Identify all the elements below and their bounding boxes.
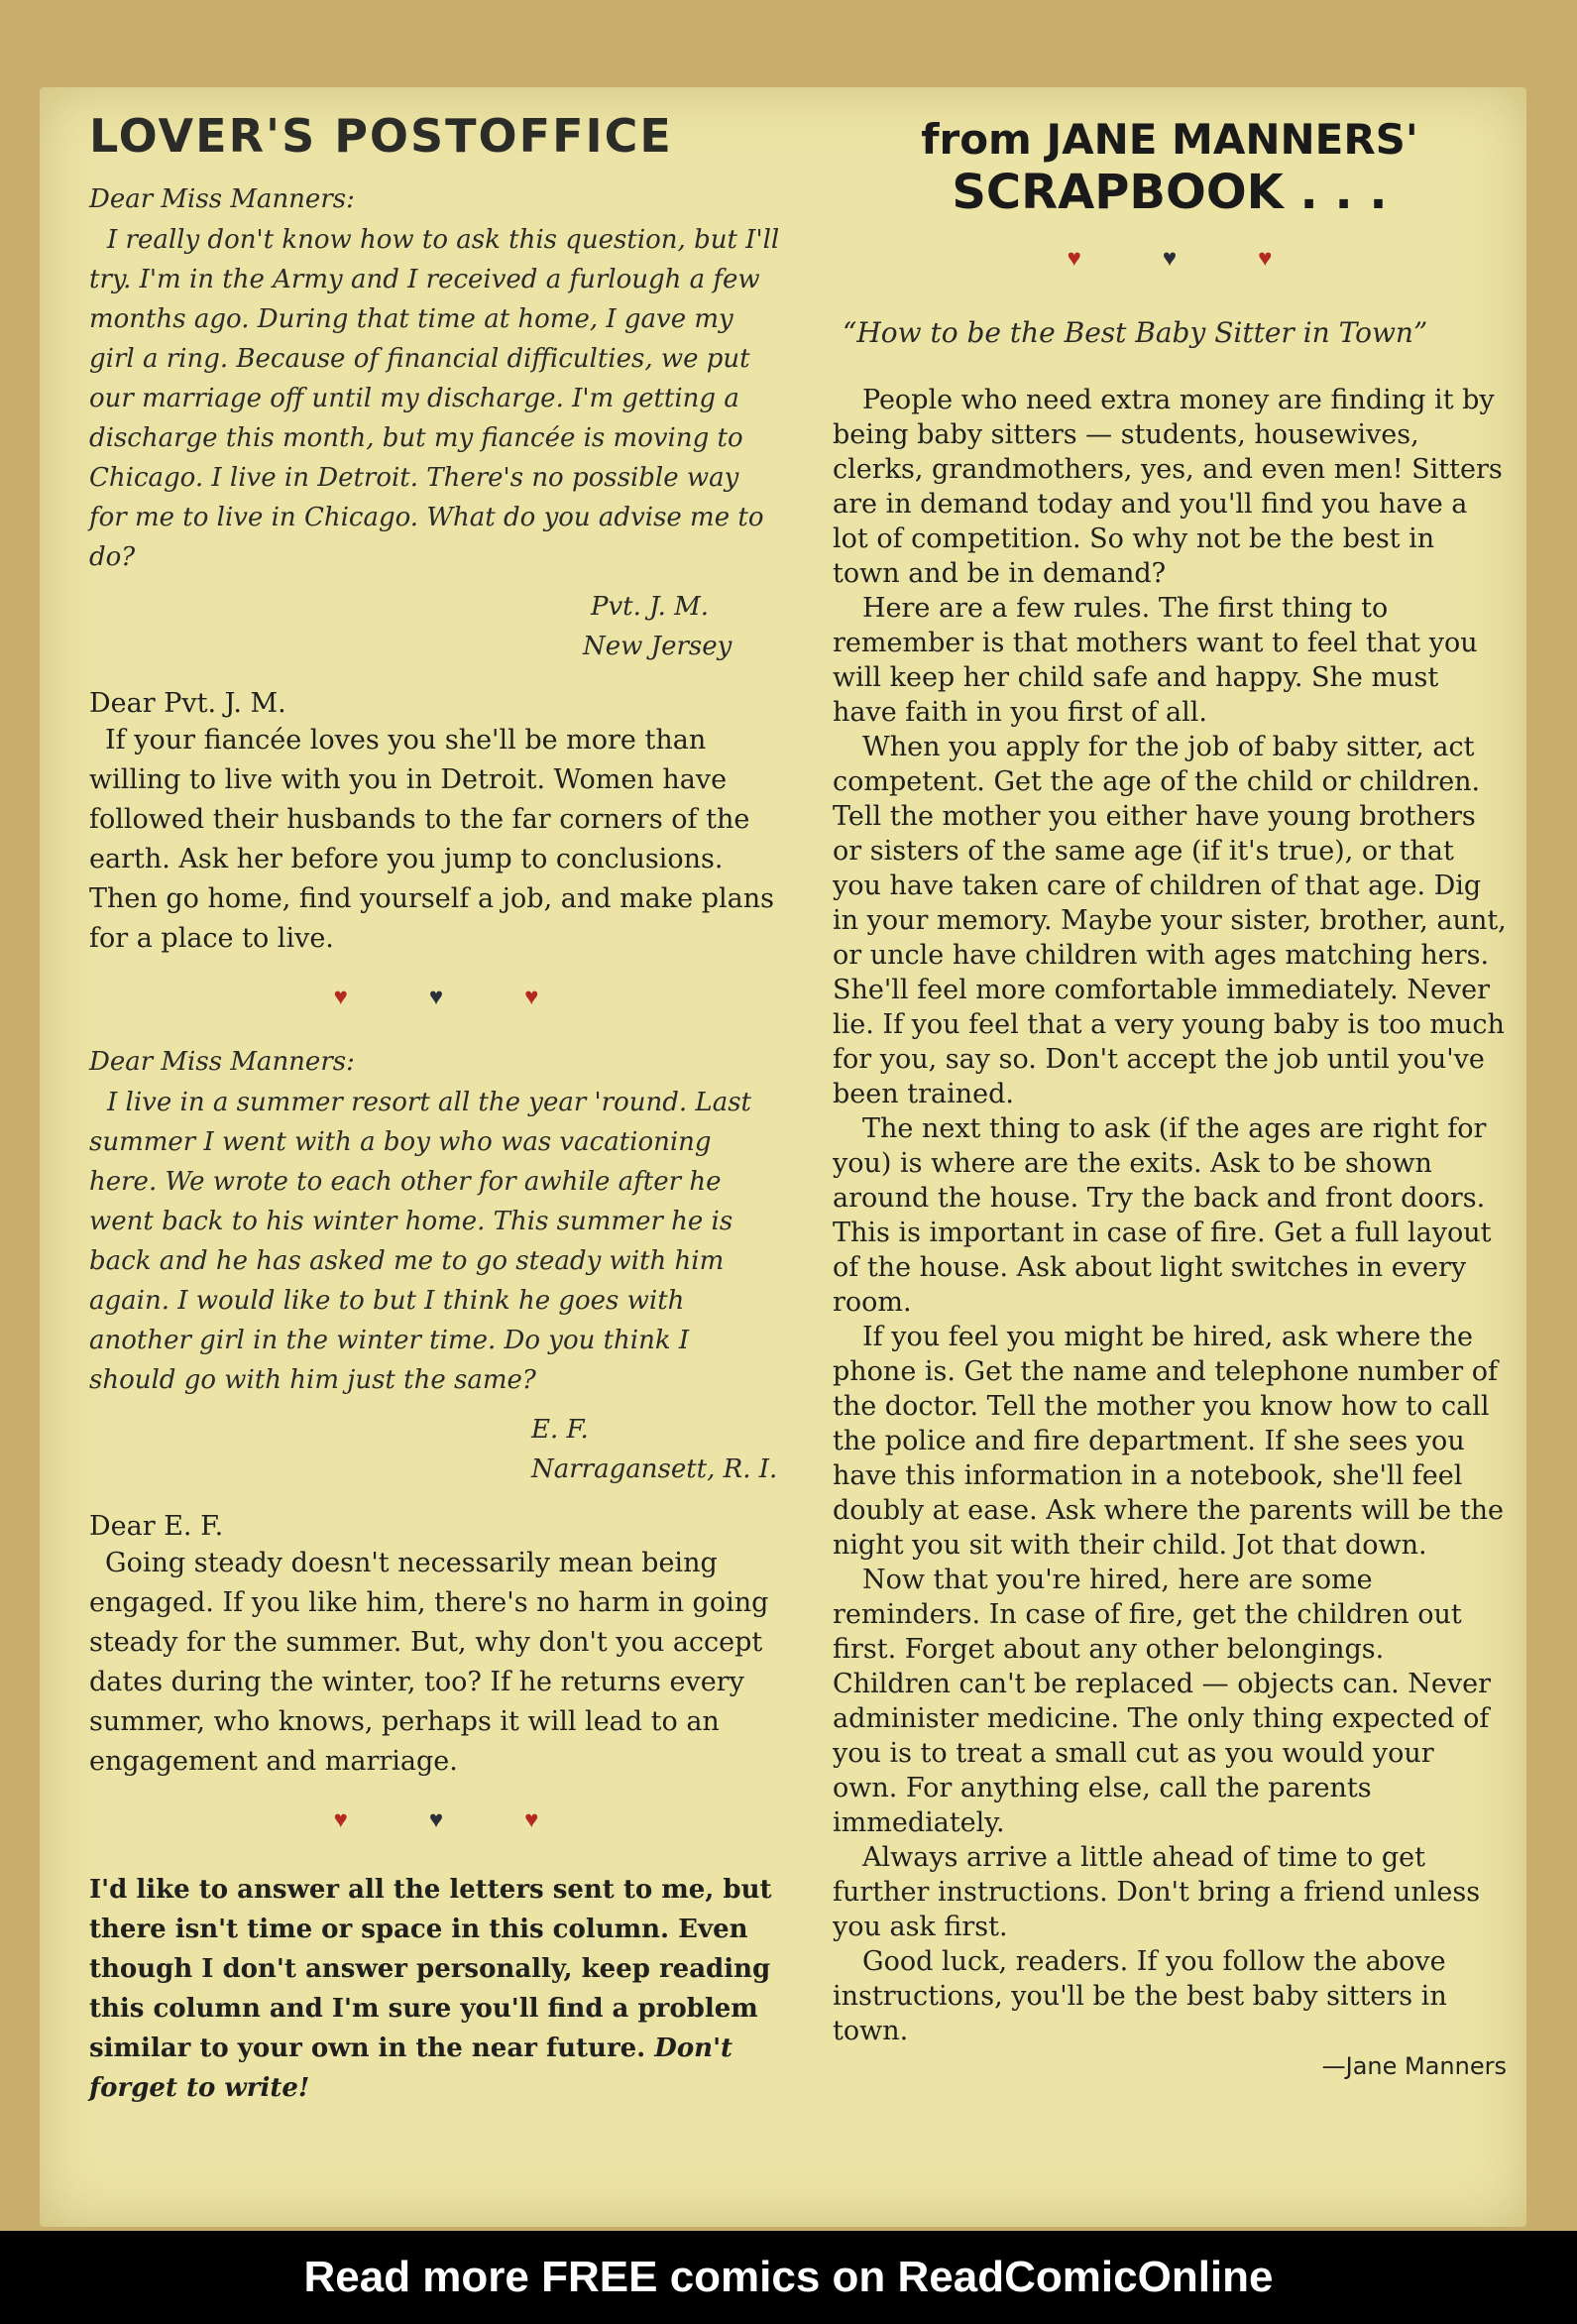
heart-divider [833,246,1507,273]
reply2-greeting: Dear E. F. [89,1511,224,1542]
heart-icon: ♥ [1067,245,1081,272]
article-body [833,383,1507,2048]
letter1-signature [89,587,783,666]
letter1-body: I really don't know how to ask this question, but I'll try. I'm in the Army and I received a furlough a few months ago. During that time at home, I gave my girl a ring. Because of financial difficulties, we put our marriage off until my discharge. I'm getting a discharge this month, but my fiancée is moving to Chicago. I live in Detroit. There's no possible way for me to live in Chicago. What do you advise me to do? [89,225,780,572]
article-paragraph: Here are a few rules. The first thing to remember is that mothers want to feel that you will keep her child safe and happy. She must have faith in you first of all. [833,592,1478,728]
scrapbook-column [833,87,1507,2080]
article-subtitle: “How to be the Best Baby Sitter in Town” [843,315,1428,349]
heart-icon: ♥ [1258,245,1273,272]
promo-banner[interactable]: Read more FREE comics on ReadComicOnline [303,2253,1274,2301]
article-paragraph: If you feel you might be hired, ask where the phone is. Get the name and telephone number of the doctor. Tell the mother you know how to call the police and fire department. If she sees you have this information in a notebook, she'll feel doubly at ease. Ask where the parents will be the night you sit with their child. Jot that down. [833,1321,1504,1561]
author-signoff: —Jane Manners [1321,2051,1507,2080]
article-paragraph: People who need extra money are finding it by being baby sitters — students, housewives, clerks, grandmothers, yes, and even men! Sitters are in demand today and you'll find you have a lot of competition. So why not be the best in town and be in demand? [833,384,1503,589]
letter1-salutation: Dear Miss Manners: [89,184,355,214]
article-paragraph: When you apply for the job of baby sitter, act competent. Get the age of the child or children. Tell the mother you either have young brothers or sisters of the same age (if it's true), or that you have taken care of children of that age. Dig in your memory. Maybe your sister, brother, aunt, or uncle have children with ages matching hers. She'll feel more comfortable immediately. Never lie. If you feel that a very young baby is too much for you, say so. Don't accept the job until you've been trained. [833,731,1507,1109]
letter2-sign-place: Narragansett, R. I. [531,1454,778,1484]
heart-icon: ♥ [333,1807,348,1833]
article-paragraph: Now that you're hired, here are some reminders. In case of fire, get the children out first. Forget about any other belongings. Children can't be replaced — objects can. Never administer medicine. The only thing expected of you is to treat a small cut as you would your own. For anything else, call the parents immediately. [833,1564,1492,1838]
scrapbook-title [833,115,1507,222]
page-paper [40,87,1526,2227]
reply1-greeting: Dear Pvt. J. M. [89,688,286,719]
article-paragraph: The next thing to ask (if the ages are right for you) is where are the exits. Ask to be shown around the house. Try the back and front doors. This is important in case of fire. Get a full layout of the house. Ask about light switches in every room. [833,1112,1492,1318]
heart-icon: ♥ [428,985,444,1010]
letter2-salutation: Dear Miss Manners: [89,1047,355,1077]
closing-text: I'd like to answer all the letters sent to me, but there isn't time or space in this column. Even though I don't answer personally, keep reading this column and I'm sure you'll find a problem similar to your own in the near future. [89,1875,772,2063]
reply1-body: If your fiancée loves you she'll be more than willing to live with you in Detroit. Women have followed their husbands to the far corners of the earth. Ask her before you jump to conclusions. Then go home, find yourself a job, and make plans for a place to live. [89,725,774,954]
closing-italic: Don't forget to write! [89,2034,733,2103]
heart-divider [89,985,783,1011]
article-paragraph: Always arrive a little ahead of time to get further instructions. Don't bring a friend unless you ask first. [833,1841,1481,1942]
article-paragraph: Good luck, readers. If you follow the above instructions, you'll be the best baby sitters in town. [833,1945,1447,2046]
scrapbook-title-line2: SCRAPBOOK . . . [952,165,1388,221]
heart-icon: ♥ [333,985,348,1010]
letter1-sign-place: New Jersey [583,632,732,661]
letter2-sign-name: E. F. [531,1415,589,1445]
scrapbook-title-line1: from JANE MANNERS' [921,115,1418,164]
lovers-postoffice-column [89,87,783,2108]
heart-icon: ♥ [524,985,539,1010]
letter2-body: I live in a summer resort all the year 'round. Last summer I went with a boy who was vacationing here. We wrote to each other for awhile after he went back to his winter home. This summer he is back and he has asked me to go steady with him again. I would like to but I think he goes with another girl in the winter time. Do you think I should go with him just the same? [89,1088,751,1395]
heart-icon: ♥ [524,1807,539,1833]
heart-icon: ♥ [428,1807,444,1833]
reply2-body: Going steady doesn't necessarily mean being engaged. If you like him, there's no harm in going steady for the summer. But, why don't you accept dates during the winter, too? If he returns every summer, who knows, perhaps it will lead to an engagement and marriage. [89,1548,769,1777]
letter1-sign-name: Pvt. J. M. [591,592,709,622]
heart-divider [89,1807,783,1834]
heart-icon: ♥ [1162,245,1178,272]
letter2-signature [89,1410,783,1489]
column-title: LOVER'S POSTOFFICE [89,109,673,163]
closing-note [89,1870,783,2108]
